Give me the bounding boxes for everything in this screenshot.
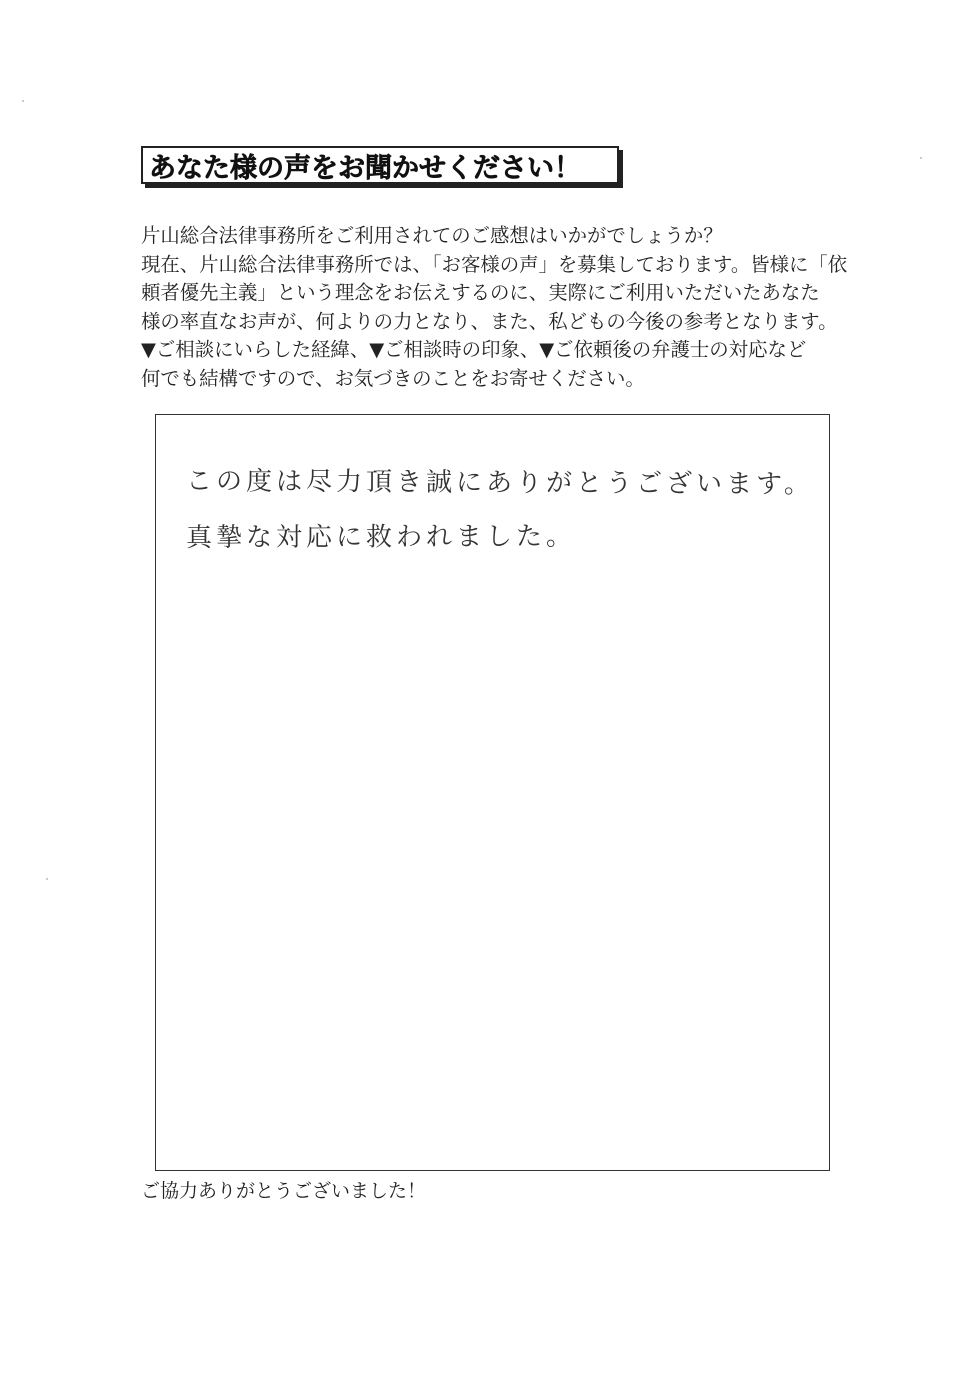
intro-line: 現在、片山総合法律事務所では、「お客様の声」を募集しております。皆様に「依 [141, 252, 848, 276]
intro-line: 頼者優先主義」という理念をお伝えするのに、実際にご利用いただいたあなた [141, 281, 820, 304]
scan-speck [46, 878, 48, 880]
scan-speck [22, 100, 24, 102]
intro-line: 片山総合法律事務所をご利用されてのご感想はいかがでしょうか？ [141, 224, 723, 247]
handwritten-comment [185, 463, 815, 571]
intro-line: ▼ご相談にいらした経緯、▼ご相談時の印象、▼ご依頼後の弁護士の対応など [141, 338, 807, 361]
title-banner [141, 146, 619, 184]
handwritten-line: 真摯な対応に救われました。 [185, 521, 577, 554]
intro-paragraph [141, 222, 846, 393]
comment-box [155, 414, 830, 1171]
scan-speck [920, 157, 922, 159]
intro-line: 様の率直なお声が、何よりの力となり、また、私どもの今後の参考となります。 [141, 309, 838, 333]
page-title: あなた様の声をお聞かせください！ [149, 152, 581, 184]
intro-line: 何でも結構ですので、お気づきのことをお寄せください。 [141, 366, 645, 390]
handwritten-line: この度は尽力頂き誠にありがとうございます。 [185, 466, 815, 500]
thanks-message: ご協力ありがとうございました！ [141, 1180, 427, 1202]
